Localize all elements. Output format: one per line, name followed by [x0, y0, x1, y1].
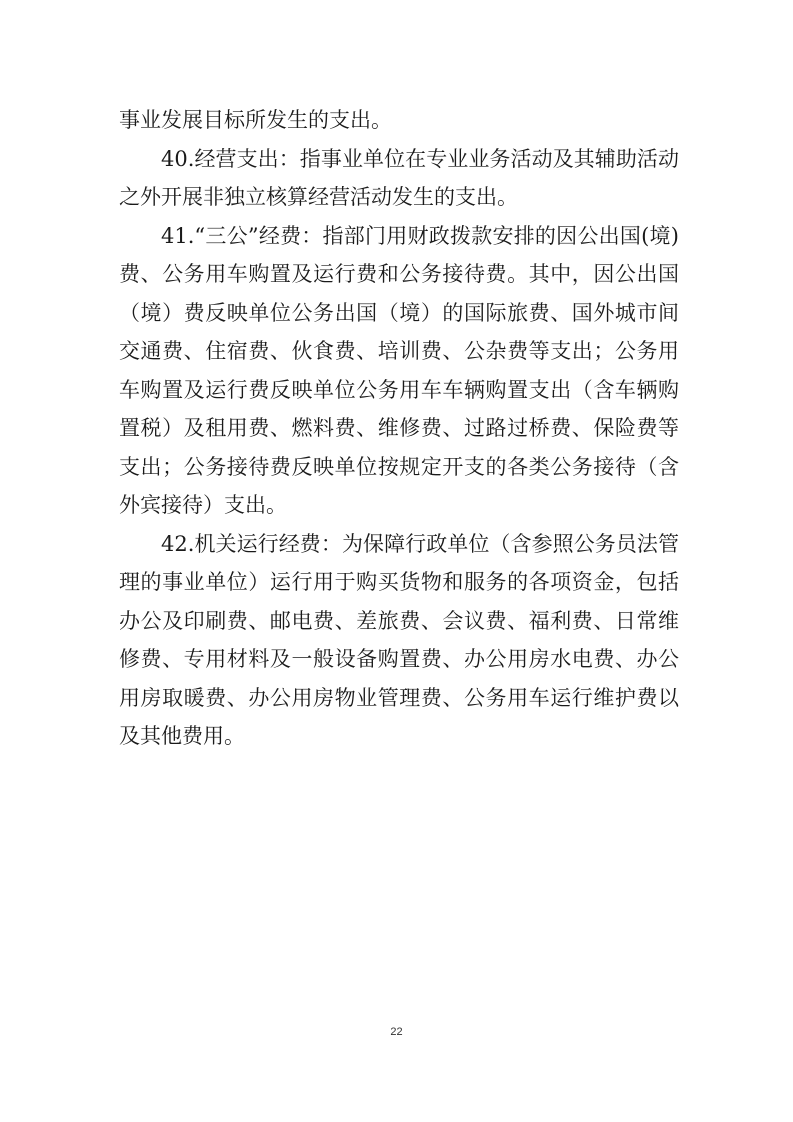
- text-line: 交通费、住宿费、伙食费、培训费、公杂费等支出；公务用: [119, 339, 679, 363]
- text-line: 支出；公务接待费反映单位按规定开支的各类公务接待（含: [119, 454, 679, 479]
- text-line: 40.经营支出：指事业单位在专业业务活动及其辅助活动: [161, 146, 679, 171]
- text-line: （境）费反映单位公务出国（境）的国际旅费、国外城市间: [119, 300, 679, 325]
- page-number: 22: [390, 1026, 403, 1038]
- text-line: 置税）及租用费、燃料费、维修费、过路过桥费、保险费等: [119, 416, 679, 440]
- text-line: 之外开展非独立核算经营活动发生的支出。: [119, 185, 518, 209]
- text-line: 42.机关运行经费：为保障行政单位（含参照公务员法管: [161, 531, 679, 556]
- text-line: 用房取暖费、办公用房物业管理费、公务用车运行维护费以: [119, 685, 679, 710]
- text-line: 理的事业单位）运行用于购买货物和服务的各项资金，包括: [119, 570, 679, 594]
- text-line: 事业发展目标所发生的支出。: [119, 108, 392, 132]
- text-line: 外宾接待）支出。: [119, 493, 287, 517]
- text-line: 费、公务用车购置及运行费和公务接待费。其中，因公出国: [119, 262, 679, 286]
- body-text: [119, 101, 679, 756]
- text-line: 办公及印刷费、邮电费、差旅费、会议费、福利费、日常维: [119, 608, 679, 633]
- text-line: 41.“三公”经费：指部门用财政拨款安排的因公出国(境): [161, 223, 679, 248]
- text-line: 车购置及运行费反映单位公务用车车辆购置支出（含车辆购: [119, 377, 679, 402]
- text-line: 修费、专用材料及一般设备购置费、办公用房水电费、办公: [119, 647, 679, 671]
- text-line: 及其他费用。: [119, 724, 245, 748]
